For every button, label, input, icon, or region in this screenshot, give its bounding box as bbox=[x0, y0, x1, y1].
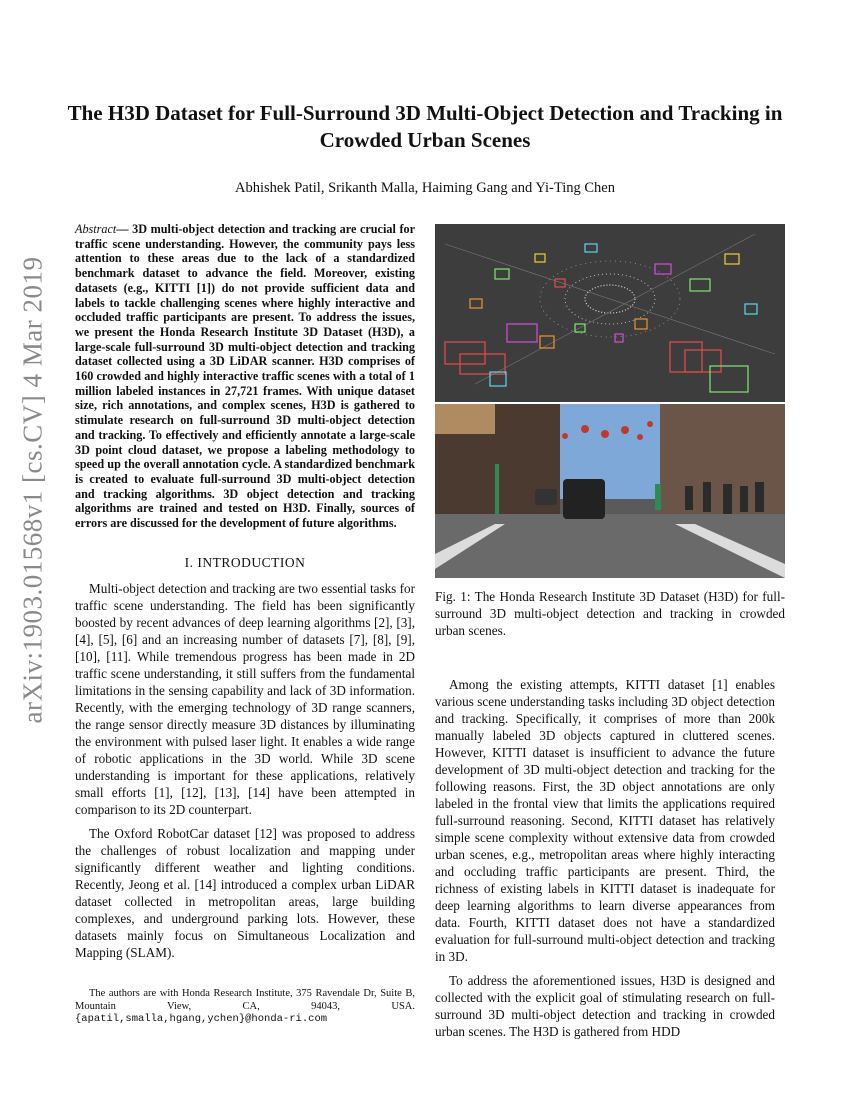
footnote-text: The authors are with Honda Research Institute, 375 Ravendale Dr, Suite B, Mountain View, CA, 94043, USA. bbox=[75, 988, 415, 1012]
footnote bbox=[75, 988, 415, 1026]
intro-left-column bbox=[75, 580, 415, 968]
arxiv-stamp bbox=[8, 256, 58, 724]
abstract-lead: Abstract bbox=[75, 222, 117, 236]
intro-right-column bbox=[435, 676, 775, 1047]
paper-title: The H3D Dataset for Full-Surround 3D Multi-Object Detection and Tracking in Crowded Urban Scenes bbox=[67, 101, 783, 152]
paragraph: Multi-object detection and tracking are two essential tasks for traffic scene understanding. The field has been significantly boosted by recent advances of deep learning algorithms [2], [3], [4], [5], [6] and an increasing number of datasets [7], [8], [9], [10], [11]. While tremendous progress has been made in 2D traffic scene understanding, it still suffers from the fundamental limitations in the sensing capability and lack of 3D information. Recently, with the emerging technology of 3D range scanners, the range sensor directly measure 3D distances by illuminating the environment with pulsed laser light. It enables a wide range of robotic applications in the 3D world. While 3D scene understanding is important for these applications, relatively small efforts [1], [12], [13], [14] have been attempted in comparison to its 2D counterpart. bbox=[75, 581, 415, 817]
abstract bbox=[75, 222, 415, 531]
paragraph: The Oxford RobotCar dataset [12] was proposed to address the challenges of robust localization and mapping under significantly different weather and lighting conditions. Recently, Jeong et al. [14] introduced a complex urban LiDAR dataset collected in metropolitan areas, large building complexes, and underground parking lots. However, these datasets mainly focus on Simultaneous Localization and Mapping (SLAM). bbox=[75, 826, 415, 960]
section-heading: I. INTRODUCTION bbox=[184, 555, 306, 570]
street-scene-image bbox=[435, 404, 785, 578]
figure-1 bbox=[435, 224, 785, 578]
footnote-emails: {apatil,smalla,hgang,ychen}@honda-ri.com bbox=[75, 1013, 328, 1025]
paragraph: Among the existing attempts, KITTI dataset [1] enables various scene understanding tasks including 3D object detection and tracking. Specifically, it comprises of more than 200k manually labeled 3D objects captured in cluttered scenes. However, KITTI dataset is insufficient to advance the future development of 3D multi-object detection and tracking for the following reasons. First, the 3D object annotations are only labeled in the frontal view that limits the applications required full-surround reasoning. Second, KITTI dataset has relatively simple scene complexity without extensive data from crowded urban scenes, e.g., metropolitan areas where highly interacting and occluding traffic participants are present. Third, the richness of existing labels in KITTI dataset is inadequate for deep learning algorithms to learn diverse appearances from data. Fourth, KITTI dataset does not have a standardized evaluation for full-surround multi-object detection and tracking in 3D. bbox=[435, 677, 775, 964]
lidar-pointcloud-image bbox=[435, 224, 785, 402]
paragraph: To address the aforementioned issues, H3D is designed and collected with the explicit goal of stimulating research on full-surround 3D multi-object detection and tracking in crowded urban scenes. The H3D is gathered from HDD bbox=[435, 973, 775, 1039]
authors: Abhishek Patil, Srikanth Malla, Haiming Gang and Yi-Ting Chen bbox=[235, 180, 615, 196]
arxiv-id: arXiv:1903.01568v1 [cs.CV] 4 Mar 2019 bbox=[17, 256, 48, 724]
figure-caption: Fig. 1: The Honda Research Institute 3D Dataset (H3D) for full-surround 3D multi-object detection and tracking in crowded urban scenes. bbox=[435, 589, 785, 638]
abstract-text: — 3D multi-object detection and tracking are crucial for traffic scene understanding. However, the community pays less attention to these areas due to the lack of a standardized benchmark dataset to advance the field. Moreover, existing datasets (e.g., KITTI [1]) do not provide sufficient data and labels to tackle challenging scenes where highly interactive and occluded traffic participants are present. To address the issues, we present the Honda Research Institute 3D Dataset (H3D), a large-scale full-surround 3D multi-object detection and tracking dataset collected using a 3D LiDAR scanner. H3D comprises of 160 crowded and highly interactive traffic scenes with a total of 1 million labeled instances in 27,721 frames. With unique dataset size, rich annotations, and complex scenes, H3D is gathered to stimulate research on full-surround 3D multi-object detection and tracking. To effectively and efficiently annotate a large-scale 3D point cloud dataset, we propose a labeling methodology to speed up the overall annotation cycle. A standardized benchmark is created to evaluate full-surround 3D multi-object detection and tracking algorithms. 3D object detection and tracking algorithms are trained and tested on H3D. Finally, sources of errors are discussed for the development of future algorithms. bbox=[75, 222, 415, 531]
